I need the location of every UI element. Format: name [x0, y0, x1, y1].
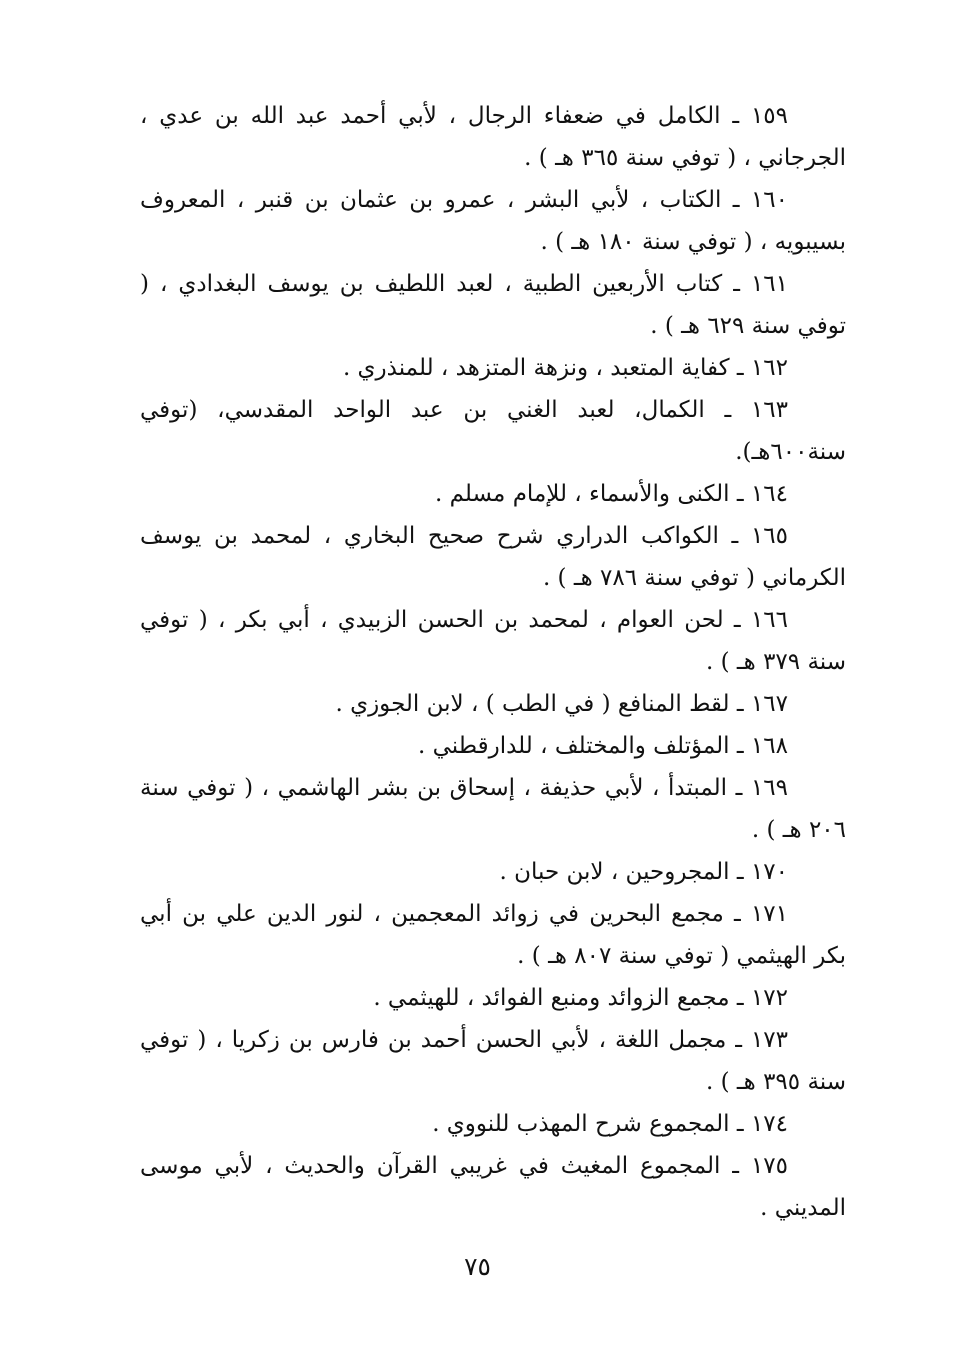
bibliography-entry-169: ١٦٩ ـ المبتدأ ، لأبي حذيفة ، إسحاق بن بشر الهاشمي ، ( توفي سنة ٢٠٦ هـ ) .: [140, 775, 846, 843]
bibliography-entry-170: ١٧٠ ـ المجروحين ، لابن حبان .: [499, 859, 788, 885]
bibliography-entry-163: ١٦٣ ـ الكمال، لعبد الغني بن عبد الواحد المقدسي، (توفي سنة٦٠٠هـ).: [140, 397, 846, 465]
bibliography-entry-161: ١٦١ ـ كتاب الأربعين الطبية ، لعبد اللطيف بن يوسف البغدادي ، ( توفي سنة ٦٢٩ هـ ) .: [140, 271, 846, 339]
bibliography-entry-168: ١٦٨ ـ المؤتلف والمختلف ، للدارقطني .: [418, 733, 788, 759]
bibliography-list: [140, 95, 846, 1229]
bibliography-entry-174: ١٧٤ ـ المجموع شرح المهذب للنووي .: [432, 1111, 788, 1137]
bibliography-entry-175: ١٧٥ ـ المجموع المغيث في غريبي القرآن والحديث ، لأبي موسى المديني .: [140, 1153, 846, 1221]
bibliography-entry-167: ١٦٧ ـ لقط المنافع ( في الطب ) ، لابن الجوزي .: [335, 691, 788, 717]
bibliography-entry-172: ١٧٢ ـ مجمع الزوائد ومنبع الفوائد ، للهيثمي .: [373, 985, 788, 1011]
page-number: ٧٥: [464, 1252, 491, 1281]
bibliography-entry-160: ١٦٠ ـ الكتاب ، لأبي البشر ، عمرو بن عثمان بن قنبر ، المعروف بسيبويه ، ( توفي سنة ١٨٠ هـ ) .: [140, 187, 846, 255]
bibliography-entry-162: ١٦٢ ـ كفاية المتعبد ، ونزهة المتزهد ، للمنذري .: [342, 355, 788, 381]
bibliography-entry-166: ١٦٦ ـ لحن العوام ، لمحمد بن الحسن الزبيدي ، أبي بكر ، ( توفي سنة ٣٧٩ هـ ) .: [140, 607, 846, 675]
bibliography-entry-159: ١٥٩ ـ الكامل في ضعفاء الرجال ، لأبي أحمد عبد الله بن عدي ، الجرجاني ، ( توفي سنة ٣٦٥ هـ ) .: [140, 103, 846, 171]
bibliography-entry-171: ١٧١ ـ مجمع البحرين في زوائد المعجمين ، لنور الدين علي بن أبي بكر الهيثمي ( توفي سنة ٨٠٧ هـ ) .: [140, 901, 846, 969]
bibliography-entry-164: ١٦٤ ـ الكنى والأسماء ، للإمام مسلم .: [435, 481, 788, 507]
bibliography-entry-173: ١٧٣ ـ مجمل اللغة ، لأبي الحسن أحمد بن فارس بن زكريا ، ( توفي سنة ٣٩٥ هـ ) .: [140, 1027, 846, 1095]
bibliography-entry-165: ١٦٥ ـ الكواكب الدراري شرح صحيح البخاري ، لمحمد بن يوسف الكرماني ( توفي سنة ٧٨٦ هـ ) .: [140, 523, 846, 591]
